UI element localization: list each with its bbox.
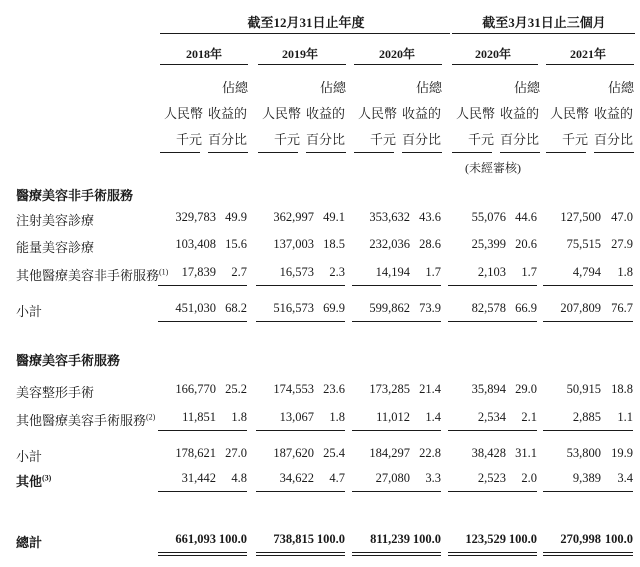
amount-cell: 2,523: [477, 471, 506, 485]
percent-cell: 27.0: [225, 446, 247, 460]
amount-rule: [352, 552, 410, 553]
amount-cell: 16,573: [279, 265, 314, 279]
percent-cell: 1.8: [617, 265, 633, 279]
year-rule-2018: [160, 64, 248, 65]
year-header-2018: 2018年: [185, 47, 223, 61]
percent-rule: [501, 321, 537, 322]
amount-cell: 53,800: [566, 446, 601, 460]
amount-cell: 353,632: [369, 210, 410, 224]
percent-cell: 15.6: [225, 237, 247, 251]
row-label-text: 其他醫療美容手術服務: [16, 413, 147, 428]
pct-header-top: 佔總: [222, 80, 249, 95]
rmb-header-top: 人民幣: [262, 106, 302, 121]
amount-rule: [543, 430, 601, 431]
rmb-header-rule: [354, 152, 394, 153]
percent-rule: [211, 285, 247, 286]
percent-cell: 28.6: [419, 237, 441, 251]
year-header-2021-q1: 2021年: [569, 47, 607, 61]
pct-header-mid: 收益的: [208, 106, 248, 121]
rmb-header-rule: [546, 152, 586, 153]
rmb-header-bottom: 千元: [468, 132, 495, 147]
amount-cell: 11,012: [376, 410, 410, 424]
amount-cell: 55,076: [471, 210, 506, 224]
amount-rule: [352, 430, 410, 431]
row-label: [16, 446, 42, 465]
pct-header-top: 佔總: [514, 80, 541, 95]
rmb-header-bottom: 千元: [176, 132, 203, 147]
percent-rule: [405, 552, 441, 553]
amount-cell: 451,030: [175, 301, 216, 315]
rmb-header-rule: [160, 152, 200, 153]
year-header-2020-q1: 2020年: [474, 47, 512, 61]
amount-cell: 738,815: [273, 532, 314, 546]
percent-rule: [309, 285, 345, 286]
row-label-text: 小計: [16, 304, 43, 319]
pct-header-top: 佔總: [608, 80, 635, 95]
row-label: [16, 382, 94, 401]
amount-cell: 35,894: [471, 382, 506, 396]
rmb-header-top: 人民幣: [164, 106, 204, 121]
amount-rule: [158, 321, 216, 322]
percent-cell: 66.9: [515, 301, 537, 315]
amount-cell: 232,036: [369, 237, 410, 251]
rmb-header-top: 人民幣: [456, 106, 496, 121]
footnote-marker: (1): [159, 267, 169, 277]
section-title-nonsurgical: 醫療美容非手術服務: [16, 188, 134, 203]
percent-cell: 1.7: [425, 265, 441, 279]
percent-rule: [501, 552, 537, 553]
footnote-marker: (2): [146, 412, 156, 422]
amount-cell: 207,809: [560, 301, 601, 315]
amount-cell: 329,783: [175, 210, 216, 224]
pct-header-bottom: 百分比: [500, 132, 540, 147]
percent-cell: 47.0: [611, 210, 633, 224]
amount-cell: 123,529: [465, 532, 506, 546]
amount-cell: 661,093: [175, 532, 216, 546]
percent-cell: 19.9: [611, 446, 633, 460]
percent-cell: 31.1: [515, 446, 537, 460]
amount-rule: [448, 285, 506, 286]
percent-cell: 23.6: [323, 382, 345, 396]
section-title-surgical: 醫療美容手術服務: [16, 353, 121, 368]
percent-rule: [309, 430, 345, 431]
percent-cell: 18.5: [323, 237, 345, 251]
percent-cell: 73.9: [419, 301, 441, 315]
pct-header-top: 佔總: [320, 80, 347, 95]
rmb-header-top: 人民幣: [358, 106, 398, 121]
pct-header-bottom: 百分比: [208, 132, 248, 147]
percent-cell: 1.7: [521, 265, 537, 279]
amount-cell: 82,578: [471, 301, 506, 315]
rmb-header-top: 人民幣: [550, 106, 590, 121]
percent-rule: [309, 321, 345, 322]
amount-cell: 75,515: [566, 237, 601, 251]
percent-cell: 4.8: [231, 471, 247, 485]
percent-cell: 29.0: [515, 382, 537, 396]
amount-rule: [158, 552, 216, 553]
year-rule-2020: [354, 64, 442, 65]
unaudited-note: (未經審核): [465, 161, 521, 175]
percent-cell: 27.9: [611, 237, 633, 251]
percent-rule: [501, 430, 537, 431]
amount-rule: [543, 321, 601, 322]
amount-cell: 103,408: [175, 237, 216, 251]
quarter-group-rule: [452, 33, 635, 34]
percent-cell: 68.2: [225, 301, 247, 315]
percent-cell: 2.0: [521, 471, 537, 485]
percent-cell: 100.0: [604, 532, 633, 546]
quarter-group-header: 截至3月31日止三個月: [482, 15, 606, 30]
amount-rule: [256, 552, 314, 553]
percent-cell: 2.1: [521, 410, 537, 424]
percent-rule: [597, 491, 633, 492]
amount-cell: 174,553: [273, 382, 314, 396]
percent-cell: 100.0: [316, 532, 345, 546]
amount-cell: 31,442: [181, 471, 216, 485]
amount-cell: 38,428: [471, 446, 506, 460]
amount-cell: 50,915: [566, 382, 601, 396]
amount-rule: [256, 321, 314, 322]
percent-cell: 1.8: [329, 410, 345, 424]
percent-rule: [211, 430, 247, 431]
amount-rule: [158, 491, 216, 492]
percent-cell: 2.3: [329, 265, 345, 279]
percent-cell: 3.3: [425, 471, 441, 485]
amount-rule: [256, 430, 314, 431]
row-label: [16, 210, 94, 229]
row-label-text: 總計: [16, 535, 43, 550]
row-label-text: 注射美容診療: [16, 213, 95, 228]
amount-rule: [256, 491, 314, 492]
percent-cell: 49.1: [323, 210, 345, 224]
amount-cell: 13,067: [279, 410, 314, 424]
amount-rule: [158, 430, 216, 431]
percent-rule: [309, 552, 345, 553]
amount-cell: 4,794: [572, 265, 601, 279]
percent-cell: 22.8: [419, 446, 441, 460]
amount-cell: 173,285: [369, 382, 410, 396]
rmb-header-bottom: 千元: [562, 132, 589, 147]
percent-rule: [597, 285, 633, 286]
percent-cell: 21.4: [419, 382, 441, 396]
amount-cell: 25,399: [471, 237, 506, 251]
amount-rule: [158, 285, 216, 286]
percent-rule: [597, 430, 633, 431]
row-label-text: 能量美容診療: [16, 240, 95, 255]
amount-cell: 137,003: [273, 237, 314, 251]
year-rule-2020-q1: [452, 64, 538, 65]
percent-cell: 1.4: [425, 410, 441, 424]
annual-group-rule: [160, 33, 450, 34]
amount-rule: [256, 285, 314, 286]
percent-rule: [309, 491, 345, 492]
footnote-marker: (3): [42, 473, 52, 483]
percent-cell: 1.8: [231, 410, 247, 424]
amount-cell: 187,620: [273, 446, 314, 460]
rmb-header-bottom: 千元: [274, 132, 301, 147]
amount-rule: [448, 491, 506, 492]
pct-header-mid: 收益的: [594, 106, 634, 121]
percent-rule: [211, 491, 247, 492]
amount-rule: [352, 321, 410, 322]
year-rule-2019: [258, 64, 346, 65]
percent-rule: [405, 285, 441, 286]
row-label: [16, 471, 51, 490]
amount-cell: 2,534: [477, 410, 506, 424]
percent-rule: [405, 491, 441, 492]
amount-cell: 270,998: [560, 532, 601, 546]
amount-cell: 17,839: [181, 265, 216, 279]
pct-header-mid: 收益的: [306, 106, 346, 121]
percent-cell: 43.6: [419, 210, 441, 224]
amount-rule: [448, 430, 506, 431]
percent-cell: 100.0: [412, 532, 441, 546]
percent-cell: 76.7: [611, 301, 633, 315]
percent-cell: 25.4: [323, 446, 345, 460]
amount-rule: [352, 491, 410, 492]
year-header-2020: 2020年: [378, 47, 416, 61]
amount-rule: [352, 285, 410, 286]
percent-cell: 100.0: [508, 532, 537, 546]
pct-header-rule: [306, 152, 346, 153]
row-label: [16, 237, 94, 256]
amount-cell: 178,621: [175, 446, 216, 460]
percent-cell: 1.1: [617, 410, 633, 424]
amount-rule: [543, 552, 601, 553]
percent-rule: [597, 552, 633, 553]
percent-rule: [405, 321, 441, 322]
percent-cell: 69.9: [323, 301, 345, 315]
amount-cell: 2,885: [572, 410, 601, 424]
amount-cell: 599,862: [369, 301, 410, 315]
year-header-2019: 2019年: [281, 47, 319, 61]
percent-cell: 2.7: [231, 265, 247, 279]
rmb-header-rule: [258, 152, 298, 153]
percent-rule: [501, 285, 537, 286]
year-rule-2021-q1: [546, 64, 634, 65]
percent-cell: 49.9: [225, 210, 247, 224]
pct-header-mid: 收益的: [500, 106, 540, 121]
percent-rule: [211, 552, 247, 553]
percent-rule: [597, 321, 633, 322]
pct-header-bottom: 百分比: [306, 132, 346, 147]
percent-rule: [405, 430, 441, 431]
percent-cell: 44.6: [515, 210, 537, 224]
row-label: [16, 532, 42, 551]
pct-header-rule: [594, 152, 634, 153]
amount-rule: [448, 552, 506, 553]
rmb-header-bottom: 千元: [370, 132, 397, 147]
pct-header-mid: 收益的: [402, 106, 442, 121]
amount-cell: 11,851: [182, 410, 216, 424]
amount-cell: 2,103: [477, 265, 506, 279]
percent-rule: [501, 491, 537, 492]
pct-header-rule: [500, 152, 540, 153]
amount-cell: 184,297: [369, 446, 410, 460]
rmb-header-rule: [452, 152, 492, 153]
amount-cell: 9,389: [572, 471, 601, 485]
row-label: [16, 301, 42, 320]
amount-cell: 27,080: [375, 471, 410, 485]
pct-header-bottom: 百分比: [402, 132, 442, 147]
percent-cell: 20.6: [515, 237, 537, 251]
percent-cell: 4.7: [329, 471, 345, 485]
amount-cell: 362,997: [273, 210, 314, 224]
amount-cell: 14,194: [375, 265, 410, 279]
pct-header-top: 佔總: [416, 80, 443, 95]
amount-cell: 34,622: [279, 471, 314, 485]
amount-rule: [543, 285, 601, 286]
amount-rule: [543, 491, 601, 492]
amount-cell: 516,573: [273, 301, 314, 315]
row-label-text: 其他醫療美容非手術服務: [16, 268, 160, 283]
row-label: [16, 410, 155, 429]
percent-cell: 100.0: [218, 532, 247, 546]
pct-header-rule: [402, 152, 442, 153]
amount-cell: 166,770: [175, 382, 216, 396]
percent-rule: [211, 321, 247, 322]
amount-cell: 127,500: [560, 210, 601, 224]
amount-cell: 811,239: [370, 532, 410, 546]
row-label-text: 美容整形手術: [16, 385, 95, 400]
percent-cell: 25.2: [225, 382, 247, 396]
row-label-text: 其他: [16, 474, 43, 489]
amount-rule: [448, 321, 506, 322]
annual-group-header: 截至12月31日止年度: [247, 15, 365, 30]
pct-header-bottom: 百分比: [594, 132, 634, 147]
pct-header-rule: [208, 152, 248, 153]
percent-cell: 18.8: [611, 382, 633, 396]
row-label-text: 小計: [16, 449, 43, 464]
percent-cell: 3.4: [617, 471, 633, 485]
